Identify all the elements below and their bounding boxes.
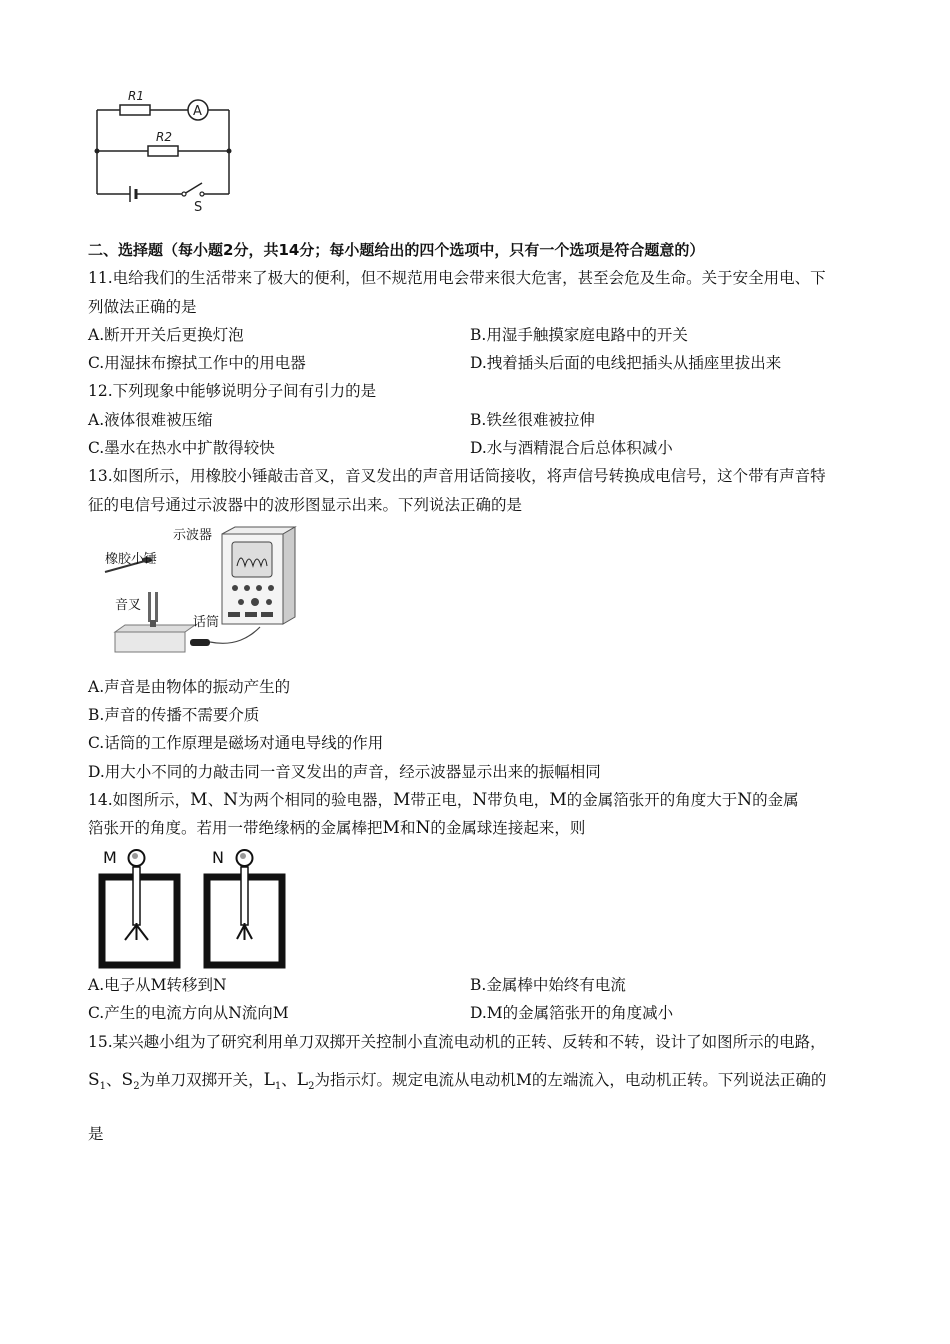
fig-mic-label: 话筒 [193, 615, 220, 630]
q11-stem-line2: 列做法正确的是 [88, 298, 197, 316]
fig-fork-label: 音叉 [115, 598, 142, 613]
q13-stem-line1: 13.如图所示，用橡胶小锤敲击音叉，音叉发出的声音用话筒接收，将声信号转换成电信号，这个带有声音特 [88, 467, 826, 485]
fig-hammer-label: 橡胶小锤 [105, 552, 158, 567]
circuit-diagram [88, 80, 238, 215]
q14-option-b: B.金属棒中始终有电流 [470, 976, 626, 994]
q14-option-a: A.电子从M转移到N [88, 976, 227, 994]
q12-option-d: D.水与酒精混合后总体积减小 [470, 439, 673, 457]
q13-option-c: C.话筒的工作原理是磁场对通电导线的作用 [88, 734, 384, 752]
q11-option-a: A.断开开关后更换灯泡 [88, 326, 244, 344]
electroscope-figure [95, 845, 295, 970]
fig-oscilloscope-label: 示波器 [173, 528, 213, 543]
q11-option-b: B.用湿手触摸家庭电路中的开关 [470, 326, 688, 344]
fig-n-label: N [212, 848, 224, 867]
q11-option-c: C.用湿抹布擦拭工作中的用电器 [88, 354, 306, 372]
section-header: 二、选择题（每小题2分，共14分；每小题给出的四个选项中，只有一个选项是符合题意的） [88, 241, 705, 259]
q12-option-b: B.铁丝很难被拉伸 [470, 411, 595, 429]
q15-stem-line1: 15.某兴趣小组为了研究利用单刀双掷开关控制小直流电动机的正转、反转和不转，设计了如图所示的电路， [88, 1033, 826, 1051]
q12-option-a: A.液体很难被压缩 [88, 411, 213, 429]
q11-option-d: D.拽着插头后面的电线把插头从插座里拔出来 [470, 354, 782, 372]
r2-label: R2 [156, 130, 172, 144]
q13-option-b: B.声音的传播不需要介质 [88, 706, 260, 724]
q11-stem-line1: 11.电给我们的生活带来了极大的便利，但不规范用电会带来很大危害，甚至会危及生命。关于安全用电、下 [88, 269, 826, 287]
q13-option-a: A.声音是由物体的振动产生的 [88, 678, 291, 696]
q14-option-d: D.M的金属箔张开的角度减小 [470, 1004, 674, 1022]
q15-stem-line2: $S_1$、$S_2$为单刀双掷开关，$L_1$、$L_2$为指示灯。规定电流从电动机M的左端流入，电动机正转。下列说法正确的 [88, 1070, 827, 1092]
q13-stem-line2: 征的电信号通过示波器中的波形图显示出来。下列说法正确的是 [88, 496, 523, 514]
oscilloscope-figure [95, 522, 315, 657]
q13-option-d: D.用大小不同的力敲击同一音叉发出的声音，经示波器显示出来的振幅相同 [88, 763, 601, 781]
q15-stem-line3: 是 [88, 1125, 104, 1143]
ammeter-label: A [193, 104, 202, 119]
q14-option-c: C.产生的电流方向从N流向M [88, 1004, 289, 1022]
q12-option-c: C.墨水在热水中扩散得较快 [88, 439, 275, 457]
q14-stem-line2: 箔张开的角度。若用一带绝缘柄的金属棒把M和N的金属球连接起来，则 [88, 818, 586, 838]
r1-label: R1 [128, 89, 144, 103]
switch-label: S [194, 200, 203, 215]
q14-stem-line1: 14.如图所示，M、N为两个相同的验电器，M带正电，N带负电，M的金属箔张开的角度大于N的金属 [88, 790, 799, 810]
fig-m-label: M [103, 848, 117, 867]
q12-stem: 12.下列现象中能够说明分子间有引力的是 [88, 382, 377, 400]
